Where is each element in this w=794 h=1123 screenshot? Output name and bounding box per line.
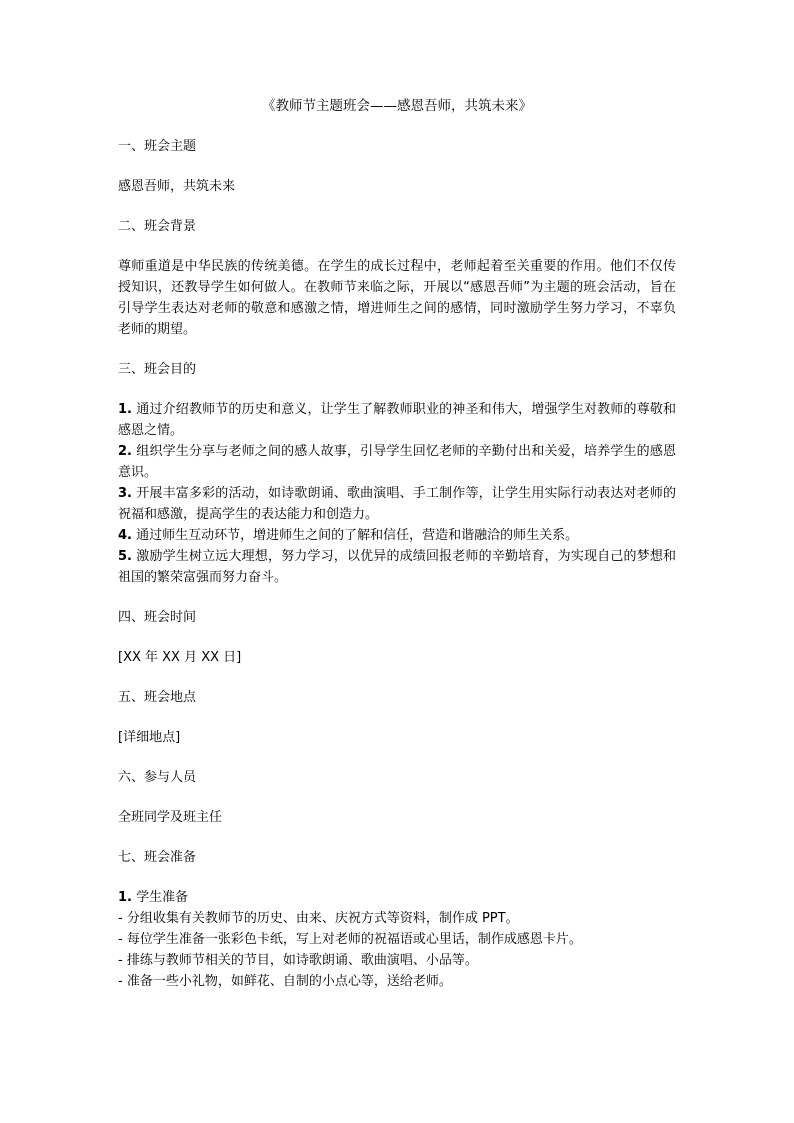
goal-number: 5. bbox=[118, 549, 132, 564]
goal-item bbox=[118, 525, 676, 546]
location-text: [详细地点] bbox=[118, 730, 181, 745]
goal-number: 4. bbox=[118, 528, 132, 543]
theme-text: 感恩吾师，共筑未来 bbox=[118, 179, 236, 194]
preparation-item: - 准备一些小礼物，如鲜花、自制的小点心等，送给老师。 bbox=[118, 974, 452, 989]
section-heading-theme: 一、班会主题 bbox=[118, 139, 197, 154]
goal-number: 2. bbox=[118, 444, 132, 459]
section-heading-participants: 六、参与人员 bbox=[118, 770, 197, 785]
goal-number: 3. bbox=[118, 486, 132, 501]
preparation-sub-number: 1. bbox=[118, 890, 132, 905]
background-paragraph: 尊师重道是中华民族的传统美德。在学生的成长过程中，老师起着至关重要的作用。他们不仅传授知识，还教导学生如何做人。在教师节来临之际，开展以“感恩吾师”为主题的班会活动，旨在引导学生表达对老师的敬意和感激之情，增进师生之间的感情，同时激励学生努力学习，不辜负老师的期望。 bbox=[118, 259, 676, 337]
section-heading-background: 二、班会背景 bbox=[118, 219, 197, 234]
preparation-item: - 每位学生准备一张彩色卡纸，写上对老师的祝福语或心里话，制作成感恩卡片。 bbox=[118, 932, 582, 947]
preparation-subheading bbox=[118, 887, 676, 908]
goal-number: 1. bbox=[118, 402, 132, 417]
section-heading-location: 五、班会地点 bbox=[118, 690, 197, 705]
goal-text: 通过介绍教师节的历史和意义，让学生了解教师职业的神圣和伟大，增强学生对教师的尊敬和感恩之情。 bbox=[118, 402, 676, 438]
goal-text: 组织学生分享与老师之间的感人故事，引导学生回忆老师的辛勤付出和关爱，培养学生的感恩意识。 bbox=[118, 444, 676, 480]
section-heading-time: 四、班会时间 bbox=[118, 610, 197, 625]
goals-list bbox=[118, 399, 676, 588]
document-title: 《教师节主题班会——感恩吾师，共筑未来》 bbox=[262, 98, 532, 114]
time-text: [XX 年 XX 月 XX 日] bbox=[118, 650, 242, 665]
preparation-list bbox=[118, 887, 676, 992]
preparation-item: - 分组收集有关教师节的历史、由来、庆祝方式等资料，制作成 PPT。 bbox=[118, 911, 519, 926]
goal-item bbox=[118, 483, 676, 525]
preparation-sub-text: 学生准备 bbox=[131, 890, 189, 905]
section-heading-goals: 三、班会目的 bbox=[118, 362, 197, 377]
goal-item bbox=[118, 441, 676, 483]
goal-text: 激励学生树立远大理想，努力学习，以优异的成绩回报老师的辛勤培育，为实现自己的梦想和祖国的繁荣富强而努力奋斗。 bbox=[118, 549, 676, 585]
goal-text: 通过师生互动环节，增进师生之间的了解和信任，营造和谐融洽的师生关系。 bbox=[131, 528, 579, 543]
document-content bbox=[118, 95, 676, 992]
preparation-item: - 排练与教师节相关的节目，如诗歌朗诵、歌曲演唱、小品等。 bbox=[118, 953, 478, 968]
section-heading-preparation: 七、班会准备 bbox=[118, 850, 197, 865]
goal-text: 开展丰富多彩的活动，如诗歌朗诵、歌曲演唱、手工制作等，让学生用实际行动表达对老师的祝福和感激，提高学生的表达能力和创造力。 bbox=[118, 486, 676, 522]
goal-item bbox=[118, 546, 676, 588]
participants-text: 全班同学及班主任 bbox=[118, 810, 223, 825]
goal-item bbox=[118, 399, 676, 441]
